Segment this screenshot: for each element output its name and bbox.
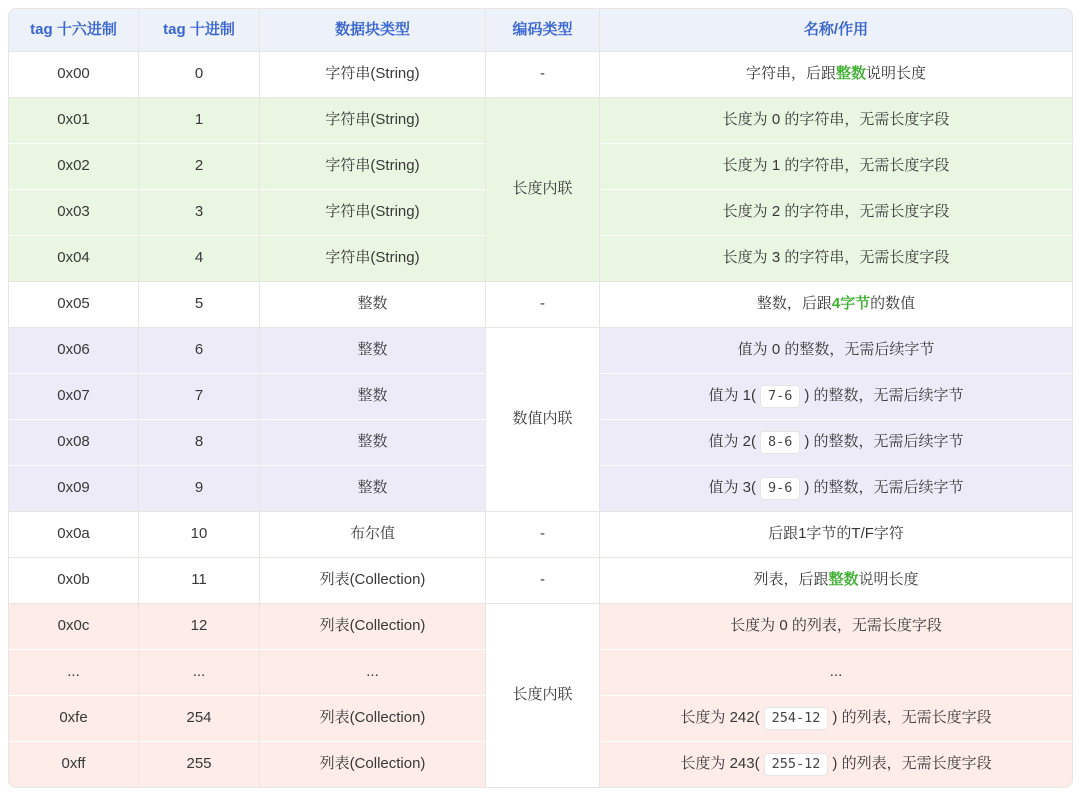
name-cell: 值为 0 的整数，无需后续字节 (600, 328, 1073, 374)
hex-cell: 0x02 (8, 144, 139, 190)
hex-cell: 0x01 (8, 98, 139, 144)
hex-cell: 0x05 (8, 282, 139, 328)
header-tag-dec: tag 十进制 (139, 8, 260, 52)
type-cell: 字符串(String) (260, 98, 486, 144)
table-row-0x0c (8, 604, 1073, 650)
inline-code: 8-6 (760, 431, 800, 455)
dec-cell: 11 (139, 558, 260, 604)
name-cell: 长度为 243( 255-12 ) 的列表，无需长度字段 (600, 742, 1073, 788)
dec-cell: 0 (139, 52, 260, 98)
header-encoding-type: 编码类型 (486, 8, 600, 52)
dec-cell: 12 (139, 604, 260, 650)
type-cell: 列表(Collection) (260, 558, 486, 604)
green-term: 4字节 (831, 295, 871, 313)
hex-cell: 0x03 (8, 190, 139, 236)
type-cell: 字符串(String) (260, 144, 486, 190)
table-row-0x00 (8, 52, 1073, 98)
name-cell: 长度为 2 的字符串，无需长度字段 (600, 190, 1073, 236)
table-row-0x0a (8, 512, 1073, 558)
dec-cell: 1 (139, 98, 260, 144)
hex-cell: ... (8, 650, 139, 696)
dec-cell: 10 (139, 512, 260, 558)
table-row-0x01 (8, 98, 1073, 144)
header-name-purpose: 名称/作用 (600, 8, 1073, 52)
dec-cell: 5 (139, 282, 260, 328)
hex-cell: 0x0c (8, 604, 139, 650)
inline-code: 255-12 (764, 753, 829, 777)
encoding-cell: - (486, 282, 600, 328)
hex-cell: 0xff (8, 742, 139, 788)
green-term: 整数 (828, 571, 859, 589)
name-cell: 列表，后跟整数说明长度 (600, 558, 1073, 604)
name-cell: 值为 2( 8-6 ) 的整数，无需后续字节 (600, 420, 1073, 466)
inline-code: 254-12 (764, 707, 829, 731)
name-cell: 长度为 3 的字符串，无需长度字段 (600, 236, 1073, 282)
dec-cell: 4 (139, 236, 260, 282)
name-cell: 字符串，后跟整数说明长度 (600, 52, 1073, 98)
name-cell: 值为 1( 7-6 ) 的整数，无需后续字节 (600, 374, 1073, 420)
type-cell: 列表(Collection) (260, 696, 486, 742)
name-cell: 长度为 1 的字符串，无需长度字段 (600, 144, 1073, 190)
hex-cell: 0xfe (8, 696, 139, 742)
name-cell: 长度为 0 的字符串，无需长度字段 (600, 98, 1073, 144)
header-block-type: 数据块类型 (260, 8, 486, 52)
green-term: 整数 (835, 65, 866, 83)
type-cell: ... (260, 650, 486, 696)
table-row-0x05 (8, 282, 1073, 328)
hex-cell: 0x09 (8, 466, 139, 512)
type-cell: 整数 (260, 328, 486, 374)
hex-cell: 0x08 (8, 420, 139, 466)
header-row (8, 8, 1073, 52)
name-cell: 值为 3( 9-6 ) 的整数，无需后续字节 (600, 466, 1073, 512)
hex-cell: 0x06 (8, 328, 139, 374)
hex-cell: 0x0a (8, 512, 139, 558)
type-cell: 字符串(String) (260, 52, 486, 98)
type-cell: 整数 (260, 282, 486, 328)
name-cell: ... (600, 650, 1073, 696)
dec-cell: 3 (139, 190, 260, 236)
dec-cell: 255 (139, 742, 260, 788)
encoding-cell: 长度内联 (486, 604, 600, 788)
hex-cell: 0x07 (8, 374, 139, 420)
table-body (8, 52, 1073, 788)
name-cell: 长度为 0 的列表，无需长度字段 (600, 604, 1073, 650)
name-cell: 整数，后跟4字节的数值 (600, 282, 1073, 328)
dec-cell: 254 (139, 696, 260, 742)
table-row-0x0b (8, 558, 1073, 604)
inline-code: 7-6 (760, 385, 800, 409)
dec-cell: 7 (139, 374, 260, 420)
type-cell: 列表(Collection) (260, 742, 486, 788)
type-cell: 整数 (260, 466, 486, 512)
encoding-cell: - (486, 52, 600, 98)
type-cell: 整数 (260, 374, 486, 420)
dec-cell: 9 (139, 466, 260, 512)
dec-cell: ... (139, 650, 260, 696)
dec-cell: 8 (139, 420, 260, 466)
name-cell: 后跟1字节的T/F字符 (600, 512, 1073, 558)
inline-code: 9-6 (760, 477, 800, 501)
hex-cell: 0x04 (8, 236, 139, 282)
encoding-cell: - (486, 512, 600, 558)
name-cell: 长度为 242( 254-12 ) 的列表，无需长度字段 (600, 696, 1073, 742)
hex-cell: 0x00 (8, 52, 139, 98)
type-cell: 字符串(String) (260, 190, 486, 236)
tag-encoding-table (8, 8, 1073, 788)
encoding-cell: 数值内联 (486, 328, 600, 512)
encoding-cell: 长度内联 (486, 98, 600, 282)
type-cell: 列表(Collection) (260, 604, 486, 650)
header-tag-hex: tag 十六进制 (8, 8, 139, 52)
hex-cell: 0x0b (8, 558, 139, 604)
type-cell: 字符串(String) (260, 236, 486, 282)
type-cell: 布尔值 (260, 512, 486, 558)
encoding-cell: - (486, 558, 600, 604)
dec-cell: 6 (139, 328, 260, 374)
dec-cell: 2 (139, 144, 260, 190)
table-row-0x06 (8, 328, 1073, 374)
type-cell: 整数 (260, 420, 486, 466)
